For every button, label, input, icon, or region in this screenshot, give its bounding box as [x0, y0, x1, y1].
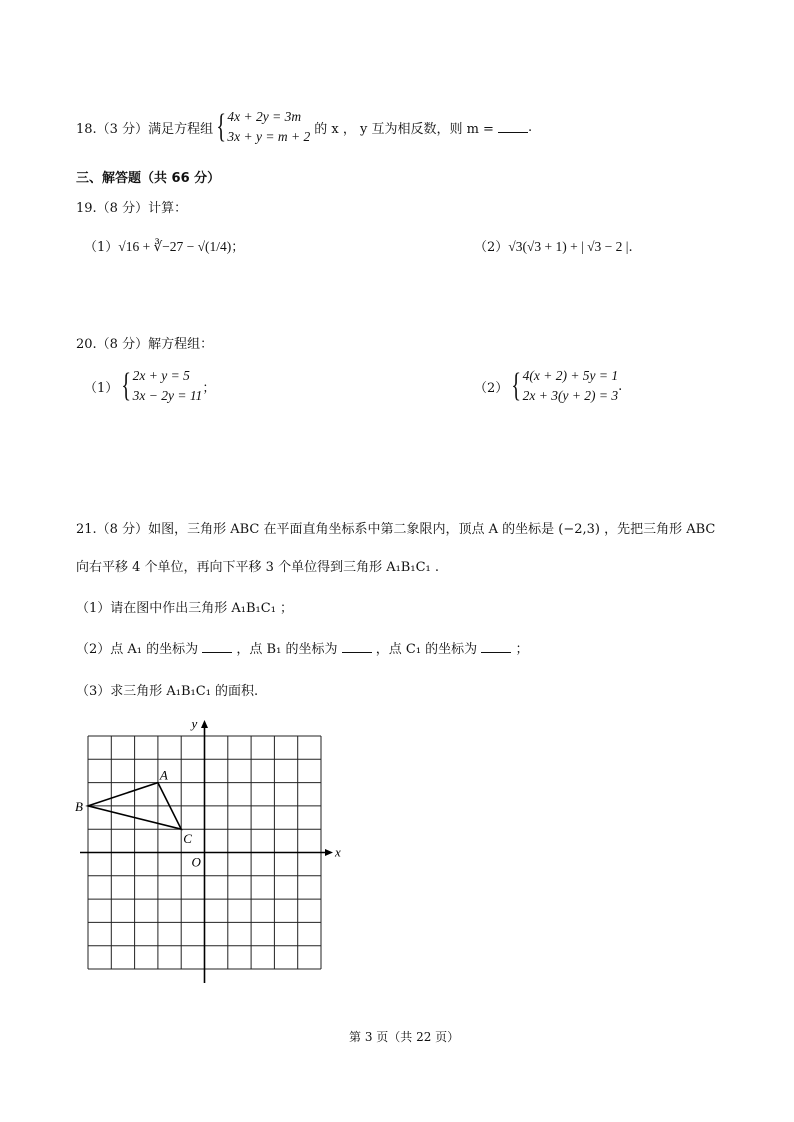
page-footer: 第 3 页（共 22 页） — [349, 1030, 460, 1044]
q20-p1-label: （1） — [84, 380, 119, 396]
q20-p1-eq1: 2x + y = 5 — [132, 368, 190, 383]
q19-p1-expr: √16 + ∛−27 − √(1/4) — [118, 239, 232, 254]
a1-answer-blank[interactable] — [202, 641, 232, 653]
y-axis-label: y — [191, 716, 198, 731]
q18-equation-system — [213, 107, 310, 147]
y-axis-arrow-icon — [201, 720, 208, 728]
q21-sub2 — [76, 638, 528, 657]
q21-s2-b: ，点 B₁ 的坐标为 — [236, 642, 338, 657]
q18-eq2: 3x + y = m + 2 — [227, 129, 311, 144]
x-axis-arrow-icon — [325, 849, 333, 856]
q20-p1-system — [118, 366, 202, 406]
q20-p2-end: . — [618, 378, 623, 394]
c1-answer-blank[interactable] — [481, 641, 511, 653]
q20-p2-eq1: 4(x + 2) + 5y = 1 — [522, 368, 619, 383]
point-c-label: C — [183, 831, 192, 847]
brace-icon: { — [121, 367, 132, 404]
q19-part1 — [84, 236, 244, 255]
q19-p1-label: （1） — [84, 240, 119, 255]
point-a-label: A — [159, 767, 168, 783]
b1-answer-blank[interactable] — [342, 641, 372, 653]
q20-p2-label: （2） — [474, 380, 509, 396]
q21-sub1: （1）请在图中作出三角形 A₁B₁C₁ ； — [76, 601, 294, 616]
q20-p2-system — [508, 366, 618, 406]
q20-p1-eq2: 3x − 2y = 11 — [132, 388, 203, 403]
q20-p1-end: ； — [202, 380, 216, 396]
q21-line2: 向右平移 4 个单位，再向下平移 3 个单位得到三角形 A₁B₁C₁ . — [76, 560, 439, 575]
q21-sub3: （3）求三角形 A₁B₁C₁ 的面积. — [76, 684, 259, 699]
section-title: 三、解答题（共 66 分） — [76, 171, 221, 186]
q20-part1 — [84, 366, 215, 406]
coordinate-grid-figure[interactable] — [70, 712, 340, 982]
q18-answer-blank[interactable] — [498, 121, 528, 133]
q18-mid: 的 x ， y 互为相反数，则 m = — [314, 121, 494, 137]
q20-head: 20.（8 分）解方程组： — [76, 337, 214, 352]
q21-line1: 21.（8 分）如图，三角形 ABC 在平面直角坐标系中第二象限内，顶点 A 的坐标是 (−2,3) ，先把三角形 ABC — [76, 522, 716, 537]
q21-s2-d: ； — [515, 642, 529, 657]
q19-head: 19.（8 分）计算： — [76, 201, 188, 216]
q21-s2-c: ，点 C₁ 的坐标为 — [375, 642, 478, 657]
q18-eq1: 4x + 2y = 3m — [227, 109, 302, 124]
q18-line — [76, 107, 532, 147]
q19-part2 — [474, 236, 633, 255]
q19-p2-end: . — [628, 240, 633, 255]
origin-label: O — [191, 854, 201, 870]
q20-p2-eq2: 2x + 3(y + 2) = 3 — [522, 388, 619, 403]
brace-icon: { — [216, 108, 227, 145]
q21-s2-a: （2）点 A₁ 的坐标为 — [76, 642, 199, 657]
q19-p2-label: （2） — [474, 240, 509, 255]
q19-p1-end: ； — [231, 240, 245, 255]
q20-part2 — [474, 366, 622, 406]
figure-labels — [75, 716, 341, 870]
x-axis-label: x — [335, 844, 341, 860]
brace-icon: { — [511, 367, 522, 404]
q18-end: . — [527, 119, 533, 135]
point-b-label: B — [75, 798, 83, 814]
q18-prefix: 18.（3 分）满足方程组 — [76, 121, 214, 137]
q19-p2-expr: √3(√3 + 1) + | √3 − 2 | — [508, 239, 629, 254]
